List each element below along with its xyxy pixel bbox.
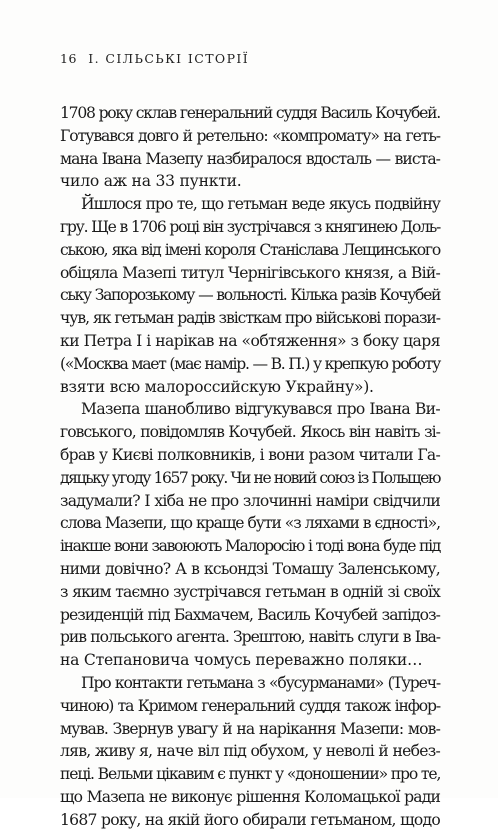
text-line: 1708 року склав генеральний суддя Василь Кочубей. xyxy=(60,104,440,122)
text-line: мував. Звернув увагу й на нарікання Мазепи: мов- xyxy=(60,719,440,738)
text-line: чув, як гетьман радів звісткам про військові порази- xyxy=(60,309,440,328)
paragraph-first-line: Про контакти гетьмана з «бусурманами» (Туреч- xyxy=(81,673,440,692)
paragraph-first-line: Мазепа шанобливо відгукувався про Івана Ви- xyxy=(81,400,440,419)
text-line: рив польського агента. Зрештою, навіть слуги в Іва- xyxy=(60,628,440,647)
text-line: інакше вони завоюють Малоросію і тоді вона буде під xyxy=(60,537,440,556)
body-text xyxy=(60,102,440,832)
text-line: ською, яка від імені короля Станіслава Лещинського xyxy=(60,240,440,259)
text-line: гру. Ще в 1706 році він зустрічався з княгинею Доль- xyxy=(60,217,440,236)
text-line: резиденцій під Бахмачем, Василь Кочубей запідоз- xyxy=(60,605,440,624)
text-line: взяти всю малороссийскую Украйну»). xyxy=(60,377,374,396)
text-line: брав у Києві полковників, і вони разом читали Га- xyxy=(60,445,440,464)
text-line: обіцяла Мазепі титул Чернігівського князя, а Вій- xyxy=(60,263,440,282)
text-line: ляв, живу я, наче віл під обухом, у неволі й небез- xyxy=(60,742,440,761)
text-line: дяцьку угоду 1657 року. Чи не новий союз із Польщею xyxy=(60,468,440,487)
text-line: пеці. Вельми цікавим є пункт у «доношении» про те, xyxy=(60,765,441,784)
paragraph-first-line: Йшлося про те, що гетьман веде якусь подвійну xyxy=(81,195,440,214)
text-line: що Мазепа не виконує рішення Коломацької ради xyxy=(60,787,440,806)
text-line: на Степановича чомусь переважно поляки… xyxy=(60,651,423,670)
text-line: чиною) та Кримом генеральний суддя також інфор- xyxy=(60,696,440,715)
text-line: 1687 року, на якій його обирали гетьманом, щодо xyxy=(60,810,440,829)
text-line: («Москва мает (має намір. — В. П.) у крепкую роботу xyxy=(60,354,440,373)
text-line: говського, повідомляв Кочубей. Якось він навіть зі- xyxy=(60,423,440,442)
text-line: мана Івана Мазепу назбиралося вдосталь — виста- xyxy=(60,149,440,168)
text-line: слова Мазепи, що краще бути «з ляхами в єдності», xyxy=(60,514,440,533)
chapter-title: І. СІЛЬСЬКІ ІСТОРІЇ xyxy=(88,51,250,66)
text-line: ними довічно? А в ксьондзі Томашу Заленському, xyxy=(60,559,440,578)
text-line: ки Петра І і нарікав на «обтяження» з боку царя xyxy=(60,331,440,350)
text-line: ську Запорозькому — вольності. Кілька разів Кочубей xyxy=(60,286,440,305)
text-line: з яким таємно зустрічався гетьман в одній зі своїх xyxy=(60,582,440,601)
text-line: чило аж на 33 пункти. xyxy=(60,172,242,191)
running-head xyxy=(60,51,249,66)
text-line: Готувався довго й ретельно: «компромату» на геть- xyxy=(60,126,440,145)
page-number: 16 xyxy=(60,51,77,66)
text-line: задумали? І хіба не про злочинні наміри свідчили xyxy=(60,491,440,510)
